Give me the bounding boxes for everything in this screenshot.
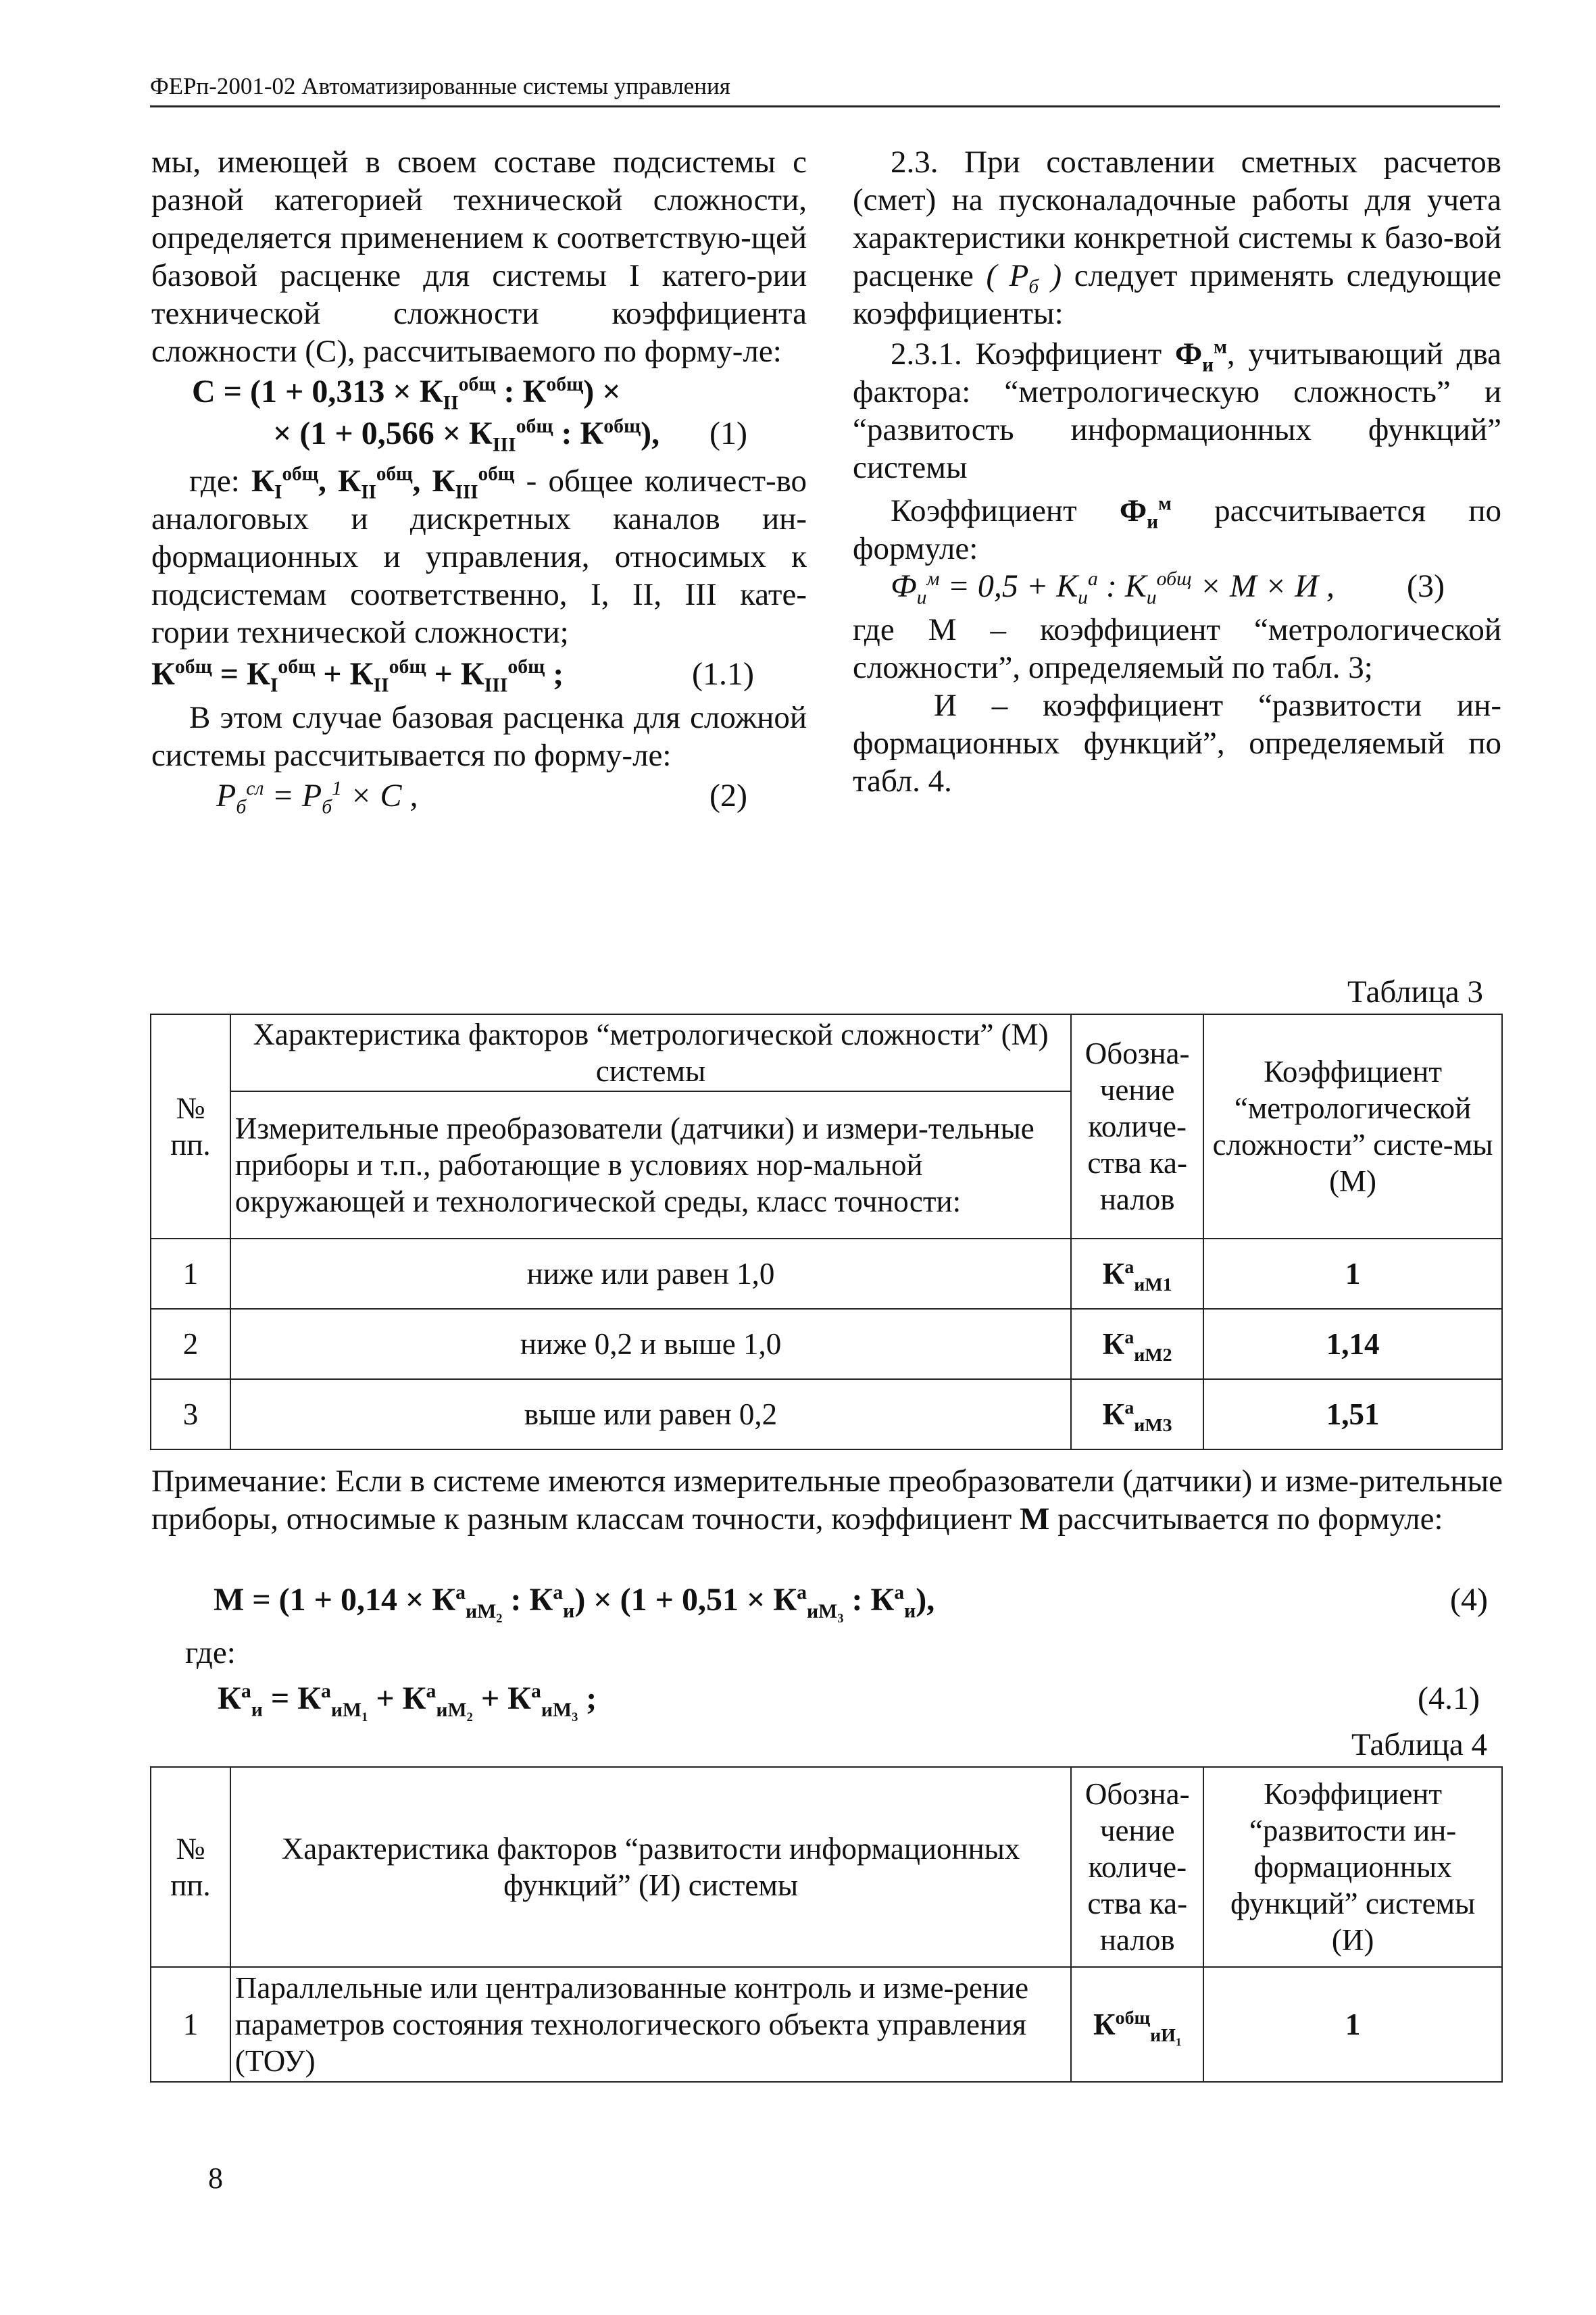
- right-paragraph-3: Коэффициент $Ф_и^м$ рассчитывается по формуле:: [853, 493, 1502, 566]
- formula-3-number: (3): [1407, 568, 1445, 604]
- formula-4-number: (4): [1450, 1582, 1488, 1618]
- t3-header-designation: Обозна-чение количе-ства ка-налов: [1071, 1014, 1203, 1239]
- t3-header-subcharacteristic: Измерительные преобразователи (датчики) и измери-тельные приборы и т.п., работающие в условиях нор-мальной окружающей и технологической среды, класс точности:: [230, 1091, 1071, 1239]
- formula-3: $Ф_и^м = 0,5 + К_и^а$ : $К_и^{общ} \times М \times И$ , (3): [891, 568, 1445, 609]
- formula-1-1: $К^{общ} = К_I^{общ} + К_{II}^{общ} + К_{III}^{общ}$ ; (1.1): [151, 655, 754, 697]
- formula-1-number: (1): [709, 416, 747, 451]
- t3-header-no: № пп.: [151, 1014, 230, 1239]
- where-label-2: где:: [185, 1635, 236, 1670]
- left-column: [151, 143, 807, 820]
- t4-header-no: № пп.: [151, 1767, 230, 1967]
- table-row: 1 ниже или равен 1,0 $К^а_{иМ1}$ 1: [151, 1239, 1502, 1309]
- right-paragraph-2: 2.3.1. Коэффициент $Ф_и^м$, учитывающий два фактора: “метрологическую сложность” и “развитость информационных функций” системы: [853, 336, 1502, 485]
- table-3-caption: Таблица 3: [1347, 974, 1484, 1010]
- running-header: ФЕРп-2001-02 Автоматизированные системы управления: [150, 70, 1500, 107]
- table-row: 2 ниже 0,2 и выше 1,0 $К^а_{иМ2}$ 1,14: [151, 1309, 1502, 1379]
- table-4: [150, 1766, 1503, 2083]
- formula-1-line-1: $С = (1 + 0,313 \times К_{II}^{общ}$ : $К^{общ}$) ×: [192, 373, 621, 414]
- right-paragraph-1: 2.3. При составлении сметных расчетов (смет) на пусконаладочные работы для учета характеристики конкретной системы к базо-вой расценке ( $Р_б$ ) следует применять следующие коэффициенты:: [853, 145, 1501, 331]
- formula-4: $М = (1 + 0,14 \times К^а_{иМ_2}$ : $К^а_и) \times (1 + 0,51 \times К^а_{иМ_3}$ : $К^а_и$), (4): [214, 1581, 1488, 1625]
- where-description: - общее количест-во аналоговых и дискретных каналов ин-формационных и управления, относимых к подсистемам соответственно, I, II, III кате-гории технической сложности;: [151, 464, 807, 650]
- left-paragraph-3: В этом случае базовая расценка для сложной системы рассчитывается по форму-ле:: [151, 700, 807, 773]
- formula-1: [151, 373, 807, 457]
- formula-1-line-2: × ($1 + 0,566 \times К_{III}^{общ}$ : $К^{общ}$),: [273, 415, 660, 456]
- t4-header-designation: Обозна-чение количе-ства ка-налов: [1071, 1767, 1203, 1967]
- formula-4-1-number: (4.1): [1418, 1681, 1480, 1716]
- table-4-caption: Таблица 4: [1351, 1727, 1488, 1762]
- t4-header-characteristic: Характеристика факторов “развитости информационных функций” (И) системы: [230, 1767, 1071, 1967]
- formula-2-number: (2): [709, 778, 747, 814]
- table-row: 1 Параллельные или централизованные контроль и изме-рение параметров состояния технологического объекта управления (ТОУ) $К^{общ}_{иИ_1}$ 1: [151, 1967, 1502, 2082]
- table-3: [150, 1014, 1503, 1450]
- right-paragraph-5: И – коэффициент “развитости ин-формационных функций”, определяемый по табл. 4.: [853, 688, 1501, 799]
- right-column: [853, 143, 1501, 800]
- right-paragraph-4: где М – коэффициент “метрологической сложности”, определяемый по табл. 3;: [853, 612, 1501, 685]
- formula-2: $Р_б^{сл} = Р_б^1 \times С$ , (2): [216, 777, 747, 818]
- left-paragraph-1: мы, имеющей в своем составе подсистемы с разной категорией технической сложности, определяется применением к соответствую-щей базовой расценке для системы I катего-рии технической сложности коэффициента сложности (С), рассчитываемого по форму-ле:: [151, 145, 807, 369]
- page-number: 8: [208, 2162, 223, 2195]
- formula-4-1: $К^а_и = К^а_{иМ_1} + К^а_{иМ_2} + К^а_{иМ_3}$ ; (4.1): [218, 1680, 1480, 1724]
- t3-header-coefficient: Коэффициент “метрологической сложности” систе-мы (М): [1203, 1014, 1502, 1239]
- where-label: где:: [189, 464, 240, 499]
- table-row: 3 выше или равен 0,2 $К^а_{иМ3}$ 1,51: [151, 1379, 1502, 1449]
- table-3-note: Примечание: Если в системе имеются измерительные преобразователи (датчики) и изме-рительные приборы, относимые к разным классам точности, коэффициент М рассчитывается по формуле:: [151, 1464, 1503, 1537]
- t4-header-coefficient: Коэффициент “развитости ин-формационных функций” системы (И): [1203, 1767, 1502, 1967]
- t3-header-characteristic: Характеристика факторов “метрологической сложности” (М) системы: [230, 1014, 1071, 1091]
- left-paragraph-2: где: $К_I^{общ}$, $К_{II}^{общ}$, $К_{III}^{общ}$ - общее количест-во аналоговых и дискретных каналов ин-формационных и управления, относимых к подсистемам соответственно, I, II, III кате-гории технической сложности;: [151, 463, 807, 650]
- formula-1-1-number: (1.1): [692, 656, 754, 692]
